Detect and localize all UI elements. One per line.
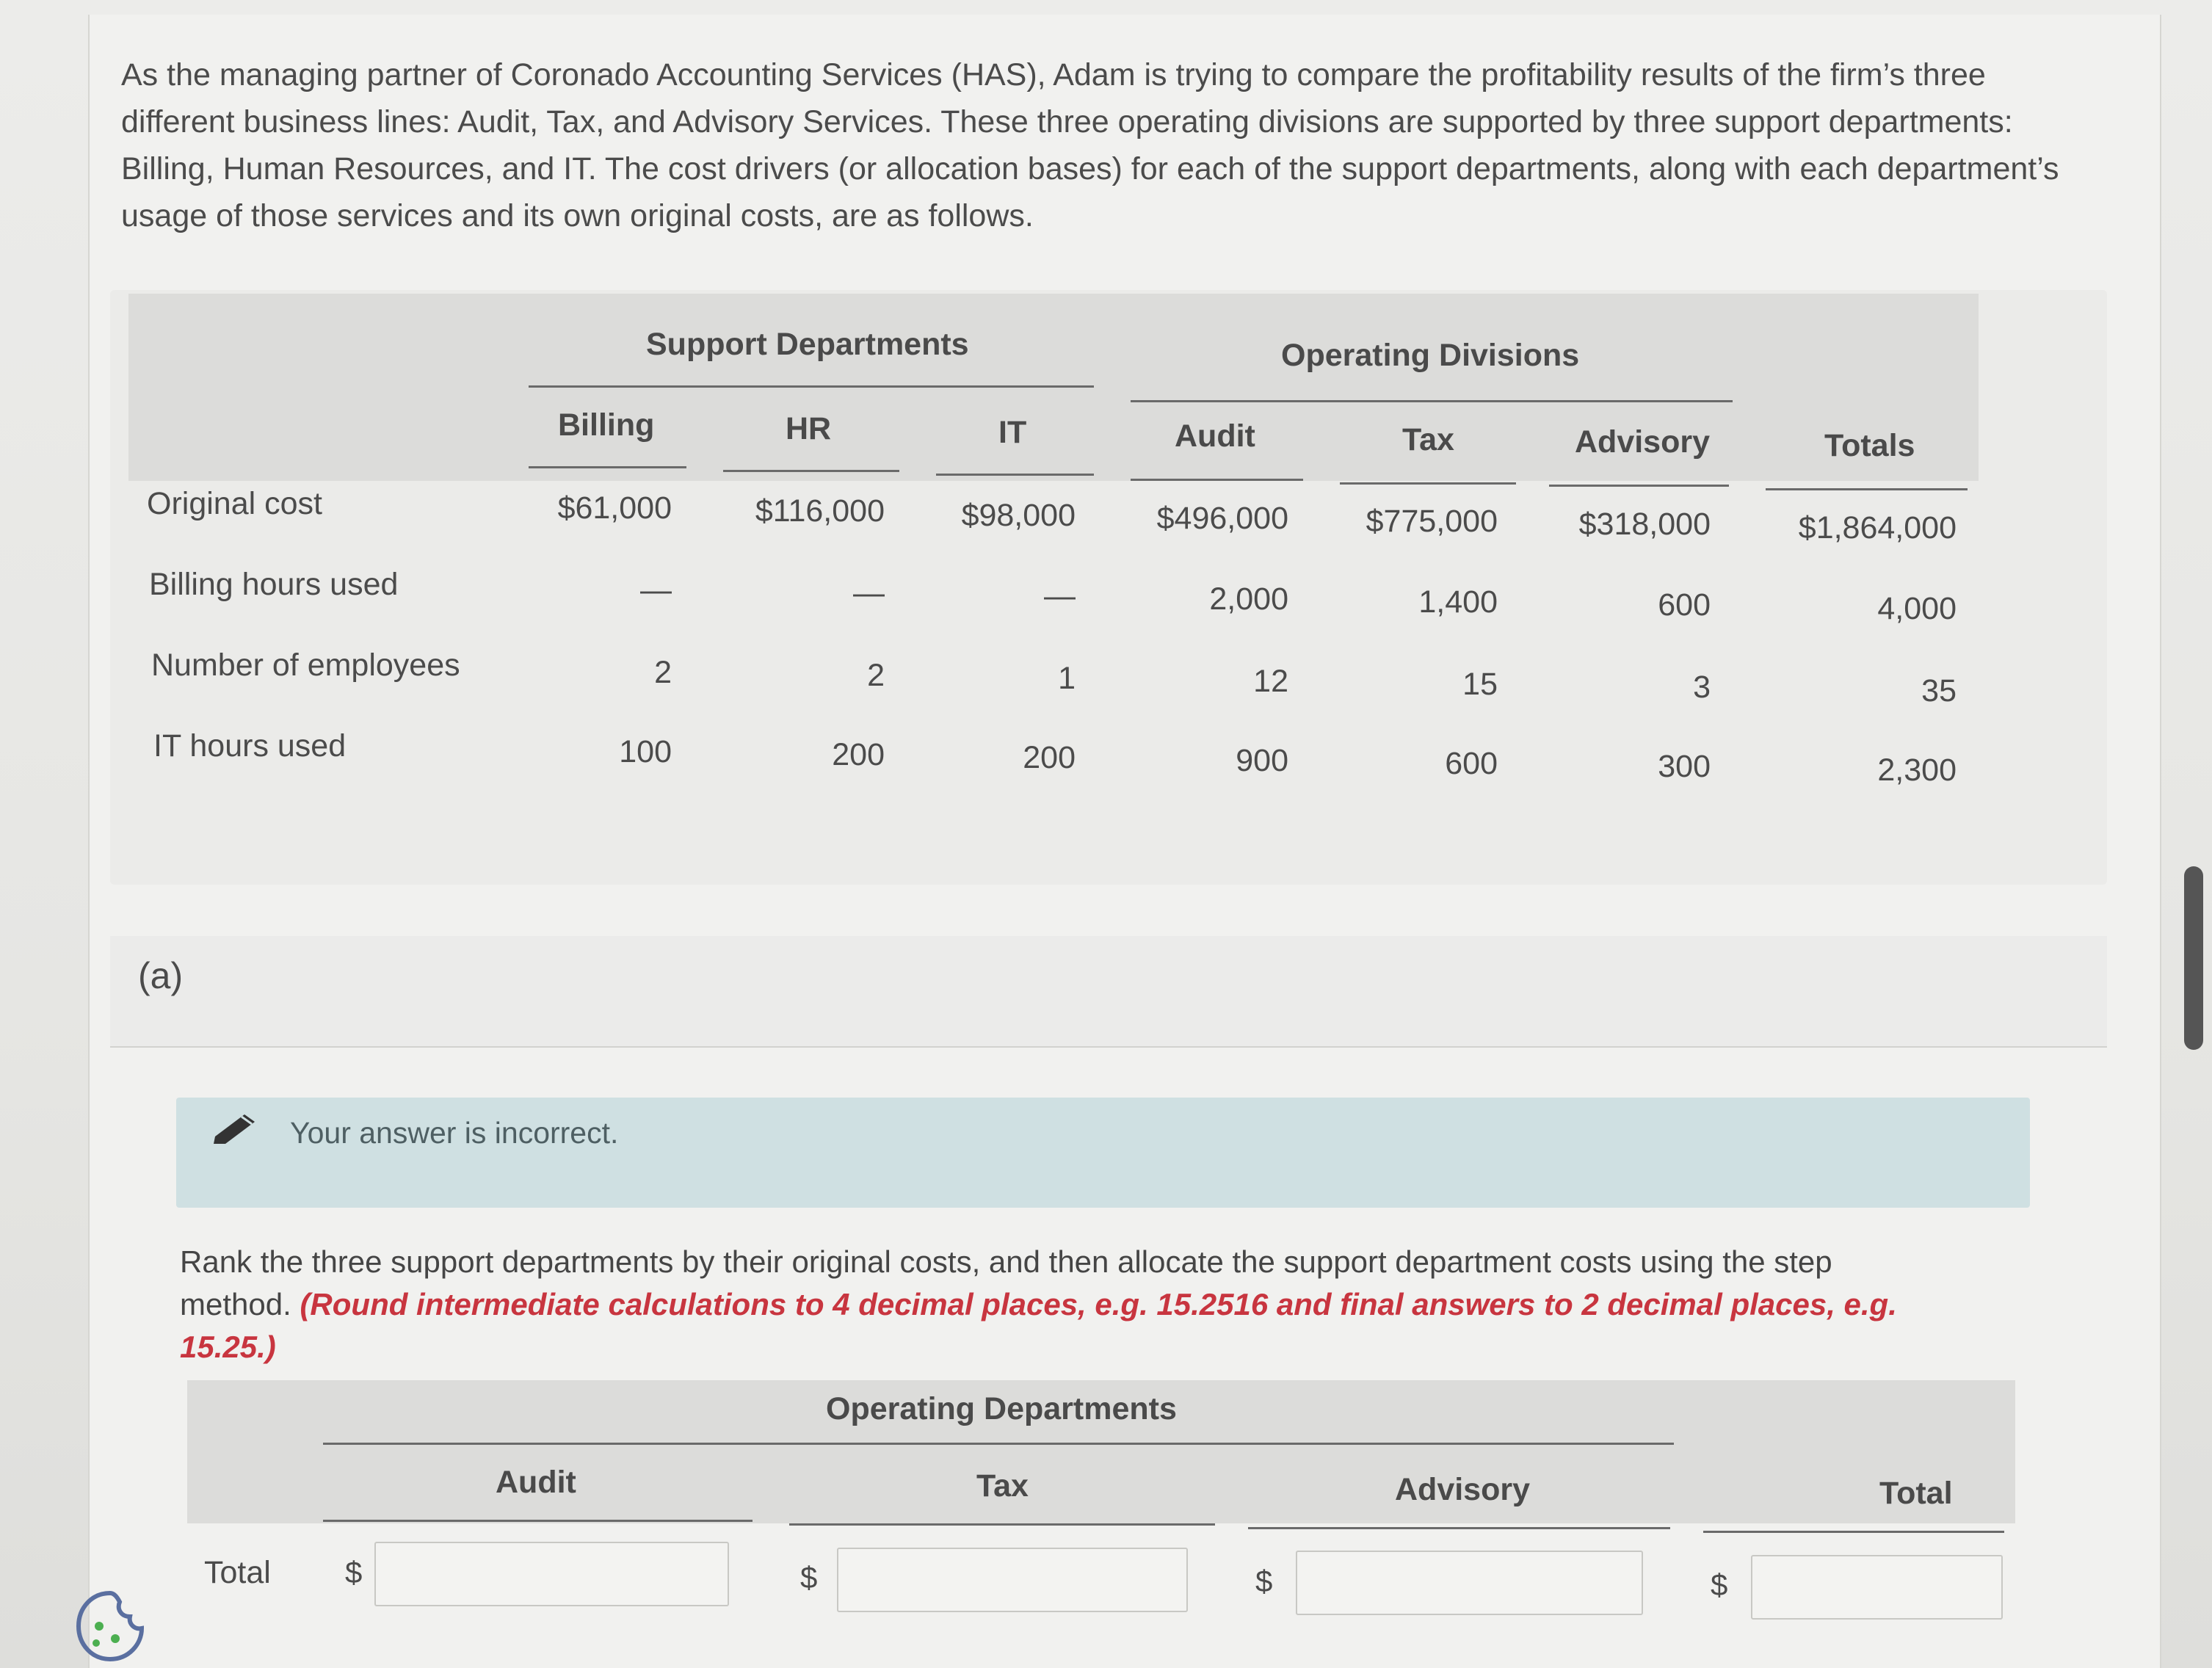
tax-total-input[interactable] <box>837 1548 1188 1612</box>
table-cell: — <box>1044 579 1076 614</box>
table-cell: $116,000 <box>755 493 885 529</box>
operating-divisions-rule <box>1131 400 1733 402</box>
currency-symbol: $ <box>1711 1567 1728 1602</box>
table-cell: 900 <box>1236 743 1288 778</box>
table-cell: 300 <box>1658 749 1711 784</box>
row-label-original-cost: Original cost <box>147 486 322 521</box>
cookie-icon[interactable] <box>70 1586 151 1667</box>
table-cell: 1,400 <box>1418 584 1498 620</box>
table-cell: 2 <box>867 658 885 693</box>
table-cell: — <box>640 573 672 608</box>
col-header-it: IT <box>998 415 1027 450</box>
table-cell: 1 <box>1058 661 1076 696</box>
col-header-billing: Billing <box>558 407 655 443</box>
table-cell: 2,300 <box>1877 753 1957 788</box>
col-rule-tax <box>1340 482 1516 485</box>
answer-col-advisory: Advisory <box>1395 1472 1531 1507</box>
row-label-it-hours: IT hours used <box>153 728 347 764</box>
answer-rule-tax <box>789 1523 1215 1526</box>
grand-total-input[interactable] <box>1751 1555 2003 1620</box>
table-cell: 100 <box>619 734 672 769</box>
answer-col-audit: Audit <box>496 1465 576 1500</box>
col-rule-audit <box>1131 479 1303 481</box>
answer-rule-total <box>1703 1531 2004 1533</box>
scrollbar-thumb[interactable] <box>2184 866 2203 1050</box>
answer-rule-advisory <box>1248 1527 1670 1529</box>
answer-row-label-total: Total <box>204 1555 271 1590</box>
support-departments-rule <box>529 385 1094 388</box>
problem-intro-text: As the managing partner of Coronado Accounting Services (HAS), Adam is trying to compare the profitability results of the firm’s three different business lines: Audit, Tax, and Advisory Services. These three operating divisions are supported by three support departments: Billing, Human Resources, and IT. The cost drivers (or allocation bases) for each of the support departments, along with each department’s usage of those services and its own original costs, are as follows. <box>121 57 2059 233</box>
col-rule-it <box>936 474 1094 476</box>
support-departments-heading: Support Departments <box>646 327 969 362</box>
col-header-tax: Tax <box>1402 422 1454 457</box>
answer-rule-audit <box>323 1520 753 1522</box>
table-cell: $318,000 <box>1578 507 1711 542</box>
table-cell: 4,000 <box>1877 591 1957 626</box>
table-cell: $1,864,000 <box>1798 510 1957 545</box>
row-label-billing-hours: Billing hours used <box>149 567 399 602</box>
table-cell: 15 <box>1462 667 1498 702</box>
col-rule-hr <box>723 470 899 472</box>
advisory-total-input[interactable] <box>1296 1551 1643 1615</box>
table-cell: 600 <box>1445 746 1498 781</box>
part-a-label: (a) <box>138 955 184 996</box>
pencil-icon <box>209 1101 261 1153</box>
table-cell: $98,000 <box>961 498 1076 533</box>
table-cell: 3 <box>1693 670 1711 705</box>
table-cell: — <box>853 576 885 611</box>
question-text <box>180 1241 1942 1368</box>
col-rule-billing <box>529 466 686 468</box>
operating-departments-rule <box>323 1443 1674 1445</box>
feedback-banner <box>176 1098 2030 1208</box>
col-header-totals: Totals <box>1824 428 1915 463</box>
currency-symbol: $ <box>1255 1564 1273 1598</box>
row-label-employees: Number of employees <box>151 648 460 683</box>
table-cell: 200 <box>832 737 885 772</box>
part-a-header <box>110 936 2107 1048</box>
table-cell: 12 <box>1253 664 1288 699</box>
table-cell: 2 <box>654 655 672 690</box>
col-rule-advisory <box>1549 485 1729 487</box>
table-cell: $61,000 <box>557 490 672 526</box>
table-cell: $496,000 <box>1156 501 1288 536</box>
col-rule-totals <box>1766 488 1968 490</box>
table-cell: 600 <box>1658 587 1711 623</box>
operating-departments-heading: Operating Departments <box>826 1391 1177 1426</box>
table-cell: 35 <box>1921 673 1957 708</box>
col-header-advisory: Advisory <box>1575 424 1711 460</box>
table-cell: 2,000 <box>1209 581 1288 617</box>
feedback-message: Your answer is incorrect. <box>290 1116 619 1150</box>
operating-divisions-heading: Operating Divisions <box>1281 338 1580 373</box>
answer-col-tax: Tax <box>976 1468 1029 1504</box>
question-prompt: Rank the three support departments by their original costs, and then allocate the support department costs using the step method. <box>180 1244 1832 1321</box>
table-cell: 200 <box>1023 740 1076 775</box>
col-header-audit: Audit <box>1175 418 1255 454</box>
rounding-instruction: (Round intermediate calculations to 4 decimal places, e.g. 15.2516 and final answers to 2 decimal places, e.g. 15.25.) <box>180 1287 1897 1364</box>
currency-symbol: $ <box>800 1560 818 1595</box>
audit-total-input[interactable] <box>374 1542 729 1606</box>
answer-col-total: Total <box>1879 1476 1953 1511</box>
col-header-hr: HR <box>786 411 832 446</box>
table-cell: $775,000 <box>1366 504 1498 539</box>
currency-symbol: $ <box>345 1555 363 1589</box>
